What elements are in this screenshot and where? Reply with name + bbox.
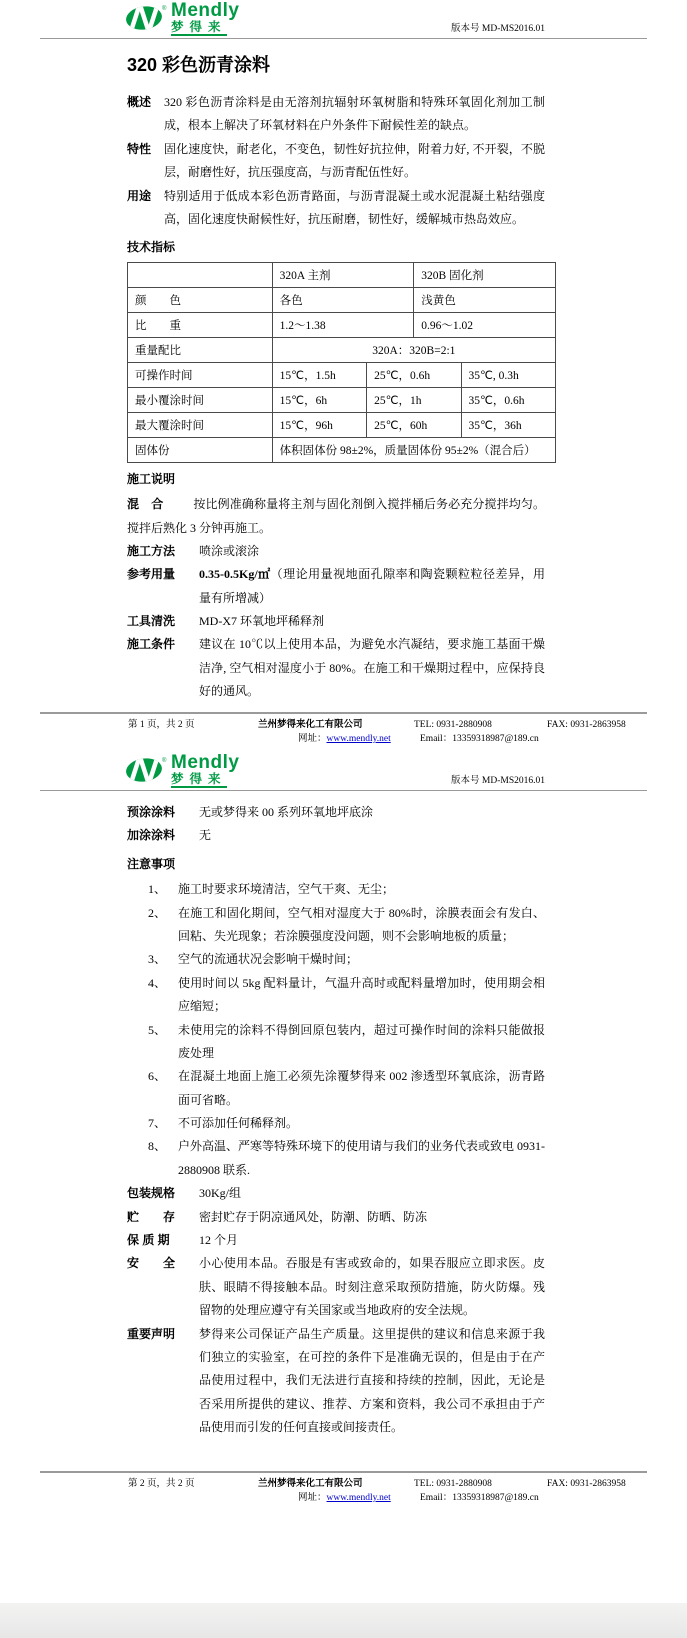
spec-label: 重量配比	[128, 337, 273, 362]
spec-header-a: 320A 主剂	[272, 262, 414, 287]
footer-line-2	[298, 1491, 687, 1505]
section-text: 无或梦得来 00 系列环氧地坪底涂	[199, 805, 374, 819]
note-number: 3、	[148, 952, 167, 967]
section-label: 混 合	[127, 497, 164, 512]
section-safety	[127, 1252, 545, 1322]
table-row	[128, 412, 556, 437]
version-label: 版本号 MD-MS2016.01	[451, 24, 545, 34]
company-name: 兰州梦得来化工有限公司	[258, 1478, 363, 1489]
footer-divider	[40, 712, 647, 714]
page-1	[0, 0, 687, 752]
mendly-logo	[125, 753, 239, 789]
spec-value: 25℃，60h	[367, 412, 461, 437]
spec-value: 320A：320B=2:1	[272, 337, 555, 362]
note-text: 空气的流通状况会影响干燥时间；	[178, 952, 359, 967]
section-storage	[127, 1206, 545, 1229]
section-label: 加涂涂料	[127, 828, 176, 843]
section-label: 用途	[127, 188, 152, 203]
section-text: 小心使用本品。吞服是有害或致命的，如果吞服应立即求医。皮肤、眼睛不得接触本品。时刻注意采取预防措施，防火防爆。残留物的处理应遵守有关国家或当地政府的安全法规。	[199, 1256, 545, 1318]
notes-heading: 注意事项	[127, 856, 176, 871]
section-mixing	[127, 493, 545, 540]
note-number: 6、	[148, 1069, 167, 1084]
version-label: 版本号 MD-MS2016.01	[451, 776, 545, 786]
email-label: Email：13359318987@189.cn	[420, 1492, 539, 1503]
section-cleaning	[127, 610, 545, 633]
note-number: 7、	[148, 1116, 167, 1131]
section-label: 参考用量	[127, 567, 176, 582]
footer-line-2	[298, 732, 687, 746]
section-statement	[127, 1323, 545, 1440]
section-label: 特性	[127, 141, 152, 156]
spec-label: 最小覆涂时间	[128, 387, 273, 412]
spec-value: 体积固体份 98±2%，质量固体份 95±2%（混合后）	[272, 437, 555, 462]
section-text: 特别适用于低成本彩色沥青路面，与沥青混凝土或水泥混凝土粘结强度高，固化速度快耐候性好，抗压耐磨，韧性好，缓解城市热岛效应。	[164, 188, 545, 226]
section-text: 无	[199, 828, 212, 843]
section-features	[127, 138, 545, 185]
section-label: 重要声明	[127, 1326, 176, 1341]
table-row	[128, 362, 556, 387]
spec-value: 25℃，0.6h	[367, 362, 461, 387]
page-footer	[0, 712, 687, 747]
spec-value: 25℃，1h	[367, 387, 461, 412]
svg-text:®: ®	[162, 757, 167, 764]
section-topcoat	[127, 824, 545, 847]
table-row	[128, 287, 556, 312]
spec-value: 浅黄色	[414, 287, 556, 312]
doc-header	[125, 754, 545, 788]
website-label: 网址：	[298, 733, 327, 744]
section-label: 预涂涂料	[127, 805, 176, 819]
section-text: 喷涂或滚涂	[199, 543, 260, 558]
section-usage	[127, 185, 545, 232]
section-label: 工具清洗	[127, 614, 176, 629]
note-text: 不可添加任何稀释剂。	[178, 1116, 299, 1131]
brand-name-cn: 梦得来	[171, 21, 227, 37]
note-number: 5、	[148, 1022, 167, 1037]
website	[298, 732, 420, 746]
page-title: 320 彩色沥青涂料	[127, 55, 271, 75]
spec-heading: 技术指标	[127, 240, 176, 255]
footer-divider	[40, 1471, 647, 1473]
list-item	[148, 1019, 545, 1066]
table-row	[128, 437, 556, 462]
section-text: 固化速度快，耐老化，不变色，韧性好抗拉伸，附着力好, 不开裂，不脱层，耐磨性好，抗压强度高，与沥青配伍性好。	[164, 141, 545, 180]
note-text: 在混凝土地面上施工必须先涂覆梦得来 002 渗透型环氧底涂，沥青路面可省略。	[178, 1069, 545, 1107]
section-label: 安 全	[127, 1256, 176, 1271]
website-link[interactable]: www.mendly.net	[326, 1492, 391, 1503]
list-item	[148, 948, 545, 971]
spec-empty-cell	[128, 262, 273, 287]
spec-label: 颜 色	[128, 287, 273, 312]
header-divider	[40, 38, 647, 39]
section-text: 密封贮存于阴凉通风处，防潮、防晒、防冻	[199, 1209, 428, 1224]
spec-value: 0.96～1.02	[414, 312, 556, 337]
spec-value: 15℃，6h	[272, 387, 366, 412]
section-precoat	[127, 801, 545, 824]
brand-name: Mendly	[171, 752, 240, 773]
spec-value: 35℃，0.6h	[461, 387, 556, 412]
note-number: 1、	[148, 882, 167, 897]
note-text: 未使用完的涂料不得倒回原包装内，超过可操作时间的涂料只能做报废处理	[178, 1022, 545, 1060]
brand-name-cn: 梦得来	[171, 773, 227, 789]
section-label: 保 质 期	[127, 1233, 170, 1248]
note-text: 施工时要求环境清洁，空气干爽、无尘；	[178, 882, 395, 897]
list-item	[148, 878, 545, 901]
list-item	[148, 902, 545, 949]
spec-table	[127, 262, 556, 463]
list-item	[148, 1135, 545, 1182]
page-number: 第 1 页，共 2 页	[128, 719, 195, 730]
page-2	[0, 752, 687, 1603]
email-label: Email：13359318987@189.cn	[420, 733, 539, 744]
spec-value: 35℃, 0.3h	[461, 362, 556, 387]
fax-label: FAX: 0931-2863958	[547, 719, 626, 730]
footer-line-1	[128, 718, 687, 732]
spec-label: 比 重	[128, 312, 273, 337]
section-text: 建议在 10℃以上使用本品，为避免水汽凝结，要求施工基面干燥洁净, 空气相对湿度小于 80%。在施工和干燥期过程中，应保持良好的通风。	[199, 637, 545, 699]
list-item	[148, 1112, 545, 1135]
doc-header	[125, 2, 545, 36]
section-text: 梦得来公司保证产品生产质量。这里提供的建议和信息来源于我们独立的实验室，在可控的条件下是准确无误的，但是由于在产品使用过程中，我们无法进行直接和持续的控制，因此，无论是否采用所提供的建议、推荐、方案和资料，我公司不承担由于产品使用而引发的任何直接或间接责任。	[199, 1326, 545, 1435]
section-label: 施工方法	[127, 543, 176, 558]
list-item	[148, 972, 545, 1019]
spec-value: 1.2～1.38	[272, 312, 414, 337]
section-packing	[127, 1182, 545, 1205]
table-row	[128, 262, 556, 287]
tel-label: TEL: 0931-2880908	[414, 1478, 492, 1489]
section-method	[127, 540, 545, 563]
note-text: 户外高温、严寒等特殊环境下的使用请与我们的业务代表或致电 0931-2880908 联系.	[178, 1139, 545, 1177]
company-name: 兰州梦得来化工有限公司	[258, 719, 363, 730]
website	[298, 1491, 420, 1505]
tel-label: TEL: 0931-2880908	[414, 719, 492, 730]
mendly-logo-icon	[125, 755, 167, 785]
section-text: 320 彩色沥青涂料是由无溶剂抗辐射环氧树脂和特殊环氧固化剂加工制成，根本上解决了环氧材料在户外条件下耐候性差的缺点。	[164, 95, 545, 133]
construction-heading: 施工说明	[127, 471, 176, 486]
section-label: 概述	[127, 95, 152, 109]
note-number: 8、	[148, 1139, 167, 1154]
table-row	[128, 387, 556, 412]
page-number: 第 2 页，共 2 页	[128, 1478, 195, 1489]
section-text: 按比例准确称量将主剂与固化剂倒入搅拌桶后务必充分搅拌均匀。搅拌后熟化 3 分钟再施工。	[127, 497, 545, 535]
note-text: 使用时间以 5kg 配料量计，气温升高时或配料量增加时，使用期会相应缩短；	[178, 975, 545, 1014]
spec-value: 各色	[272, 287, 414, 312]
spec-value: 15℃，1.5h	[272, 362, 366, 387]
logo-text	[171, 753, 239, 789]
dosage-amount: 0.35-0.5Kg/㎡	[199, 567, 271, 582]
spec-value: 35℃，36h	[461, 412, 556, 437]
spec-value: 15℃，96h	[272, 412, 366, 437]
spec-label: 最大覆涂时间	[128, 412, 273, 437]
section-text: 30Kg/组	[199, 1186, 242, 1201]
section-shelf-life	[127, 1229, 545, 1252]
section-label: 贮 存	[127, 1209, 176, 1224]
fax-label: FAX: 0931-2863958	[547, 1478, 626, 1489]
section-conditions	[127, 633, 545, 703]
section-text	[199, 563, 545, 610]
section-label: 施工条件	[127, 637, 176, 652]
spec-header-b: 320B 固化剂	[414, 262, 556, 287]
mendly-logo	[125, 1, 239, 37]
section-overview	[127, 91, 545, 138]
dosage-note: （理论用量视地面孔隙率和陶瓷颗粒粒径差异，用量有所增减）	[199, 567, 545, 605]
section-label: 包装规格	[127, 1186, 176, 1201]
spec-label: 可操作时间	[128, 362, 273, 387]
logo-text	[171, 1, 239, 37]
spec-label: 固体份	[128, 437, 273, 462]
note-number: 2、	[148, 905, 167, 920]
page-edge	[0, 1603, 687, 1638]
note-number: 4、	[148, 975, 167, 990]
footer-line-1	[128, 1477, 687, 1491]
brand-name: Mendly	[171, 0, 240, 21]
section-text: MD-X7 环氧地坪稀释剂	[199, 614, 324, 629]
website-link[interactable]: www.mendly.net	[326, 733, 391, 744]
svg-text:®: ®	[162, 5, 167, 12]
list-item	[148, 1065, 545, 1112]
mendly-logo-icon	[125, 3, 167, 33]
section-text: 12 个月	[199, 1233, 239, 1248]
section-dosage	[127, 563, 545, 610]
website-label: 网址：	[298, 1492, 327, 1503]
table-row	[128, 312, 556, 337]
table-row	[128, 337, 556, 362]
note-text: 在施工和固化期间，空气相对湿度大于 80%时，涂膜表面会有发白、回粘、失光现象；若涂膜强度没问题，则不会影响地板的质量；	[178, 905, 545, 943]
page-footer	[0, 1471, 687, 1506]
